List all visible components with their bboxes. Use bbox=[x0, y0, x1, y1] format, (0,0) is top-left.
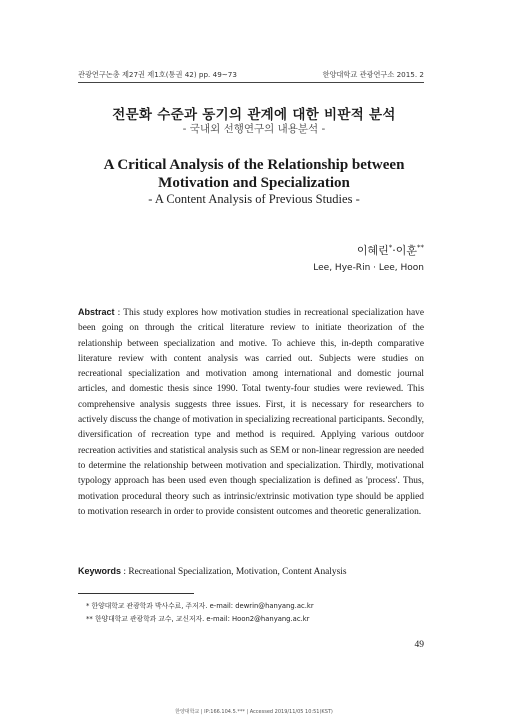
korean-title: 전문화 수준과 동기의 관계에 대한 비판적 분석 bbox=[112, 107, 396, 123]
page-number: 49 bbox=[414, 640, 424, 650]
author2-name: 이훈 bbox=[395, 244, 417, 257]
author1-name: 이혜린 bbox=[356, 244, 389, 257]
keywords-label: Keywords bbox=[78, 566, 122, 576]
footnote-corresponding-author: ** 한양대학교 관광학과 교수, 교신저자. e-mail: Hoon2@hanyang.ac.kr bbox=[86, 615, 310, 623]
access-footer: 한양대학교 | IP:166.104.5.*** | Accessed 2019/11/05 10:51(KST) bbox=[175, 709, 333, 715]
korean-subtitle: - 국내외 선행연구의 내용분석 - bbox=[182, 123, 326, 135]
author-separator: · bbox=[392, 244, 396, 257]
english-authors: Lee, Hye-Rin · Lee, Hoon bbox=[313, 263, 424, 273]
author2-mark: ** bbox=[417, 243, 424, 252]
korean-authors bbox=[357, 242, 424, 258]
footnote-divider bbox=[78, 593, 194, 594]
journal-citation: 관광연구논총 제27권 제1호(통권 42) pp. 49~73 bbox=[78, 70, 237, 79]
keywords-text: Recreational Specialization, Motivation, Content Analysis bbox=[128, 567, 347, 577]
english-title-line1: A Critical Analysis of the Relationship between bbox=[103, 157, 405, 173]
header-divider bbox=[78, 82, 424, 83]
abstract bbox=[78, 305, 424, 520]
abstract-text: This study explores how motivation studies in recreational specialization have been going on through the critical literature review to initiate theorization of the relationship between specialization and motive. To achieve this, in-depth comparative literature review with content analysis was carried out. Subjects were studies on recreational specialization and motivation among international and domestic journal articles, and domestic thesis since 1990. Total twenty-four studies were reviewed. This comprehensive analysis suggests three issues. First, it is necessary for researchers to actively discuss the change of motivation in specializing recreational participants. Secondly, diversification of recreation type and method is required. Applying various outdoor recreation activities and statistical analysis such as SEM or non-linear regression are needed to determine the relationship between motivation and specialization. Thirdly, motivational typology approach has been used even though specialization is defined as 'process'. Thus, motivation procedural theory such as intrinsic/extrinsic motivation type should be applied to motivation research in order to provide consistent outcomes and theoretic generalization. bbox=[78, 308, 424, 517]
english-subtitle: - A Content Analysis of Previous Studies - bbox=[148, 192, 360, 206]
author1-mark: * bbox=[388, 243, 393, 252]
keywords-separator: : bbox=[121, 567, 129, 577]
english-title-line2: Motivation and Specialization bbox=[158, 175, 350, 191]
abstract-label: Abstract bbox=[78, 307, 115, 317]
keywords bbox=[78, 566, 424, 577]
publisher-info: 한양대학교 관광연구소 2015. 2 bbox=[322, 70, 424, 79]
footnote-first-author: * 한양대학교 관광학과 박사수료, 주저자. e-mail: dewrin@hanyang.ac.kr bbox=[86, 602, 314, 610]
abstract-separator: : bbox=[114, 308, 124, 318]
